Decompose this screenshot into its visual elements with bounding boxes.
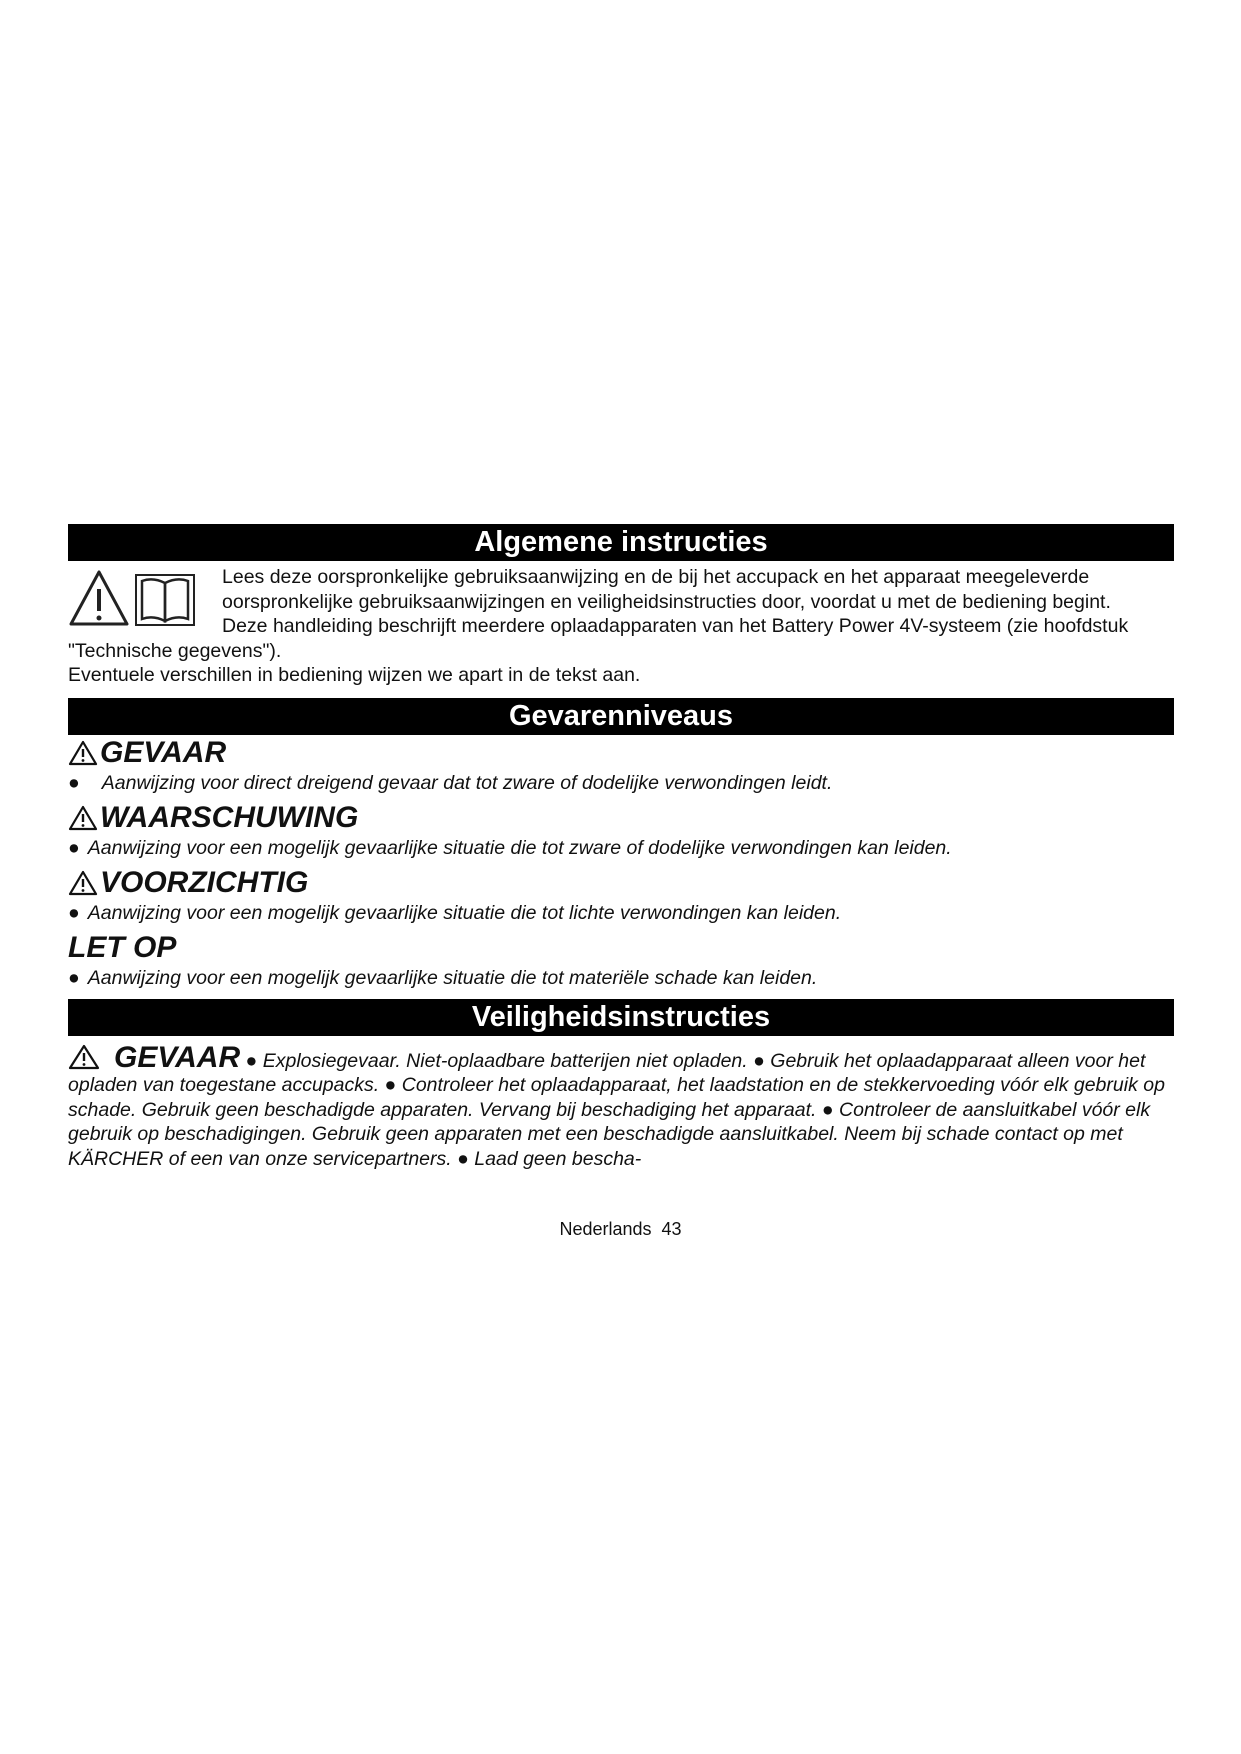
bullet: ● [68,966,80,989]
intro-paragraph-1: Lees deze oorspronkelijke gebruiksaanwijzing en de bij het accupack en het apparaat meegeleverde oorspronkelijke gebruiksaanwijzingen en veiligheidsinstructies door, voordat u met de bediening begint. [222,566,1111,613]
open-book-icon [136,575,194,625]
safety-heading: GEVAAR [114,1040,241,1074]
level-description-text: Aanwijzing voor direct dreigend gevaar dat tot zware of dodelijke verwondingen leidt. [101,771,833,794]
bullet: ● [68,901,80,924]
level-heading-text: GEVAAR [100,735,227,769]
section-title-levels: Gevarenniveaus [68,698,1174,735]
section-title-general: Algemene instructies [68,524,1174,561]
warning-triangle-icon [68,870,98,896]
level-warning [68,800,1174,861]
bullet: ● [68,771,80,794]
level-description [68,836,1174,861]
level-description [68,771,1174,796]
level-description-text: Aanwijzing voor een mogelijk gevaarlijke situatie die tot materiële schade kan leiden. [87,966,818,989]
level-description [68,901,1174,926]
level-heading-text: WAARSCHUWING [100,800,359,834]
warning-triangle-icon [68,805,98,831]
intro-paragraph-2: Deze handleiding beschrijft meerdere oplaadapparaten van het Battery Power 4V-systeem (zie hoofdstuk "Technische gegevens"). [68,615,1129,662]
section-title-safety: Veiligheidsinstructies [68,999,1174,1036]
warning-triangle-icon [68,740,98,766]
footer-language: Nederlands [559,1219,652,1239]
level-notice [68,930,1174,991]
level-danger [68,735,1174,796]
level-heading-text: LET OP [68,930,177,964]
intro-paragraph-3: Eventuele verschillen in bediening wijzen we apart in de tekst aan. [68,664,641,686]
bullet: ● [68,836,80,859]
intro-icons [68,569,198,629]
level-heading-text: VOORZICHTIG [100,865,309,899]
warning-triangle-icon [68,1044,100,1070]
level-description-text: Aanwijzing voor een mogelijk gevaarlijke situatie die tot zware of dodelijke verwondingen kan leiden. [87,836,952,859]
level-description-text: Aanwijzing voor een mogelijk gevaarlijke situatie die tot lichte verwondingen kan leiden. [87,901,842,924]
page-content [68,524,1174,1191]
level-description [68,966,1174,991]
safety-instructions [68,1040,1174,1172]
warning-triangle-icon [71,572,127,624]
general-instructions [68,565,1174,688]
page-number: 43 [661,1219,682,1239]
level-caution [68,865,1174,926]
safety-text: ● Explosiegevaar. Niet-oplaadbare batterijen niet opladen. ● Gebruik het oplaadapparaat alleen voor het opladen van toegestane accupacks. ● Controleer het oplaadapparaat, het laadstation en de stekkervoeding vóór elk gebruik op schade. Gebruik geen beschadigde apparaten. Vervang bij beschadiging het apparaat. ● Controleer de aansluitkabel vóór elk gebruik op beschadigingen. Gebruik geen apparaten met een beschadigde aansluitkabel. Neem bij schade contact op met KÄRCHER of een van onze servicepartners. ● Laad geen bescha- [68,1049,1165,1170]
page-footer [0,1218,1241,1240]
